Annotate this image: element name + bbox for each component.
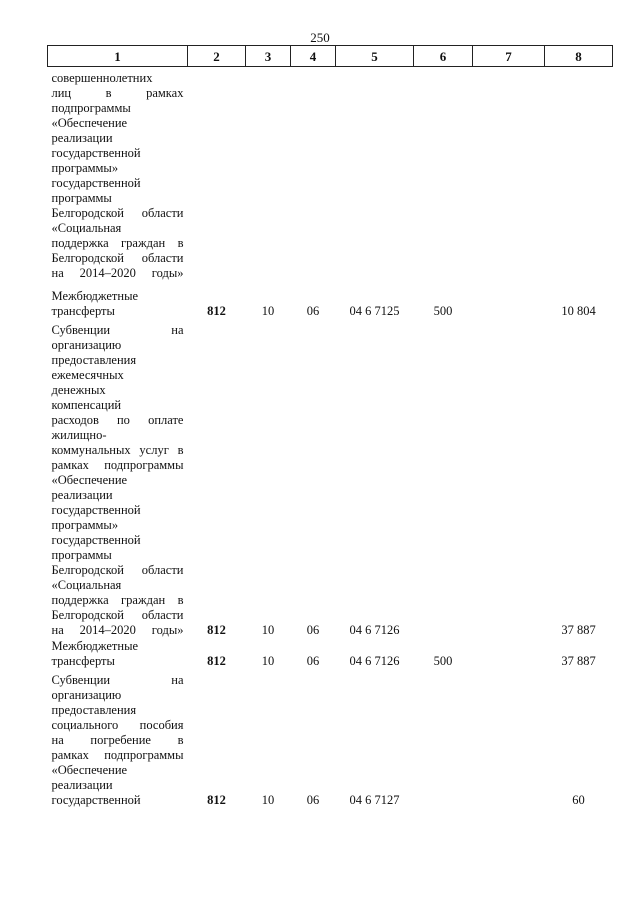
cell-col-8: 60 (572, 793, 585, 807)
description-line: Межбюджетные (51, 289, 139, 303)
column-header-5: 5 (336, 46, 414, 67)
description-line: государственной (51, 533, 141, 547)
description-line: Белгородской области (51, 608, 184, 622)
cell-col-4 (291, 67, 336, 282)
row-description (48, 319, 188, 638)
description-line: реализации (51, 488, 113, 502)
description-line: организацию (51, 688, 122, 702)
description-line: коммунальных услуг в (51, 443, 184, 457)
cell-col-3 (246, 67, 291, 282)
description-line: на 2014–2020 годы» (51, 266, 184, 280)
description-line: государственной (51, 793, 141, 807)
description-line: рамках подпрограммы (51, 748, 184, 762)
description-line: Субвенции на (51, 323, 184, 337)
column-header-6: 6 (414, 46, 473, 67)
description-line: лиц в рамках (51, 86, 184, 100)
description-line: трансферты (51, 654, 115, 668)
description-line: государственной (51, 176, 141, 190)
row-description (48, 669, 188, 808)
description-line: ежемесячных (51, 368, 124, 382)
table-row (48, 319, 613, 638)
cell-col-7 (473, 638, 545, 669)
column-header-1: 1 (48, 46, 188, 67)
cell-col-6: 500 (433, 654, 453, 668)
cell-col-2: 812 (207, 623, 226, 637)
description-line: предоставления (51, 353, 137, 367)
description-line: Белгородской области (51, 563, 184, 577)
cell-col-3: 10 (261, 623, 275, 637)
cell-col-8 (545, 67, 613, 282)
row-description (48, 638, 188, 669)
table-row (48, 669, 613, 808)
cell-col-6 (414, 669, 473, 808)
description-line: компенсаций (51, 398, 122, 412)
description-line: программы» (51, 518, 119, 532)
cell-col-4: 06 (306, 654, 320, 668)
description-line: «Обеспечение (51, 116, 128, 130)
cell-col-3: 10 (261, 304, 275, 318)
cell-col-8: 37 887 (561, 654, 596, 668)
cell-col-2 (188, 67, 246, 282)
cell-col-7 (473, 669, 545, 808)
description-line: «Социальная (51, 578, 122, 592)
row-description (48, 67, 188, 282)
column-header-8: 8 (545, 46, 613, 67)
column-header-2: 2 (188, 46, 246, 67)
cell-col-7 (473, 319, 545, 638)
description-line: расходов по оплате (51, 413, 184, 427)
cell-col-5: 04 6 7127 (349, 793, 400, 807)
cell-col-6 (414, 67, 473, 282)
description-line: «Социальная (51, 221, 122, 235)
description-line: программы» (51, 161, 119, 175)
cell-col-4: 06 (306, 623, 320, 637)
cell-col-5 (336, 67, 414, 282)
cell-col-2: 812 (207, 654, 226, 668)
description-line: поддержка граждан в (51, 593, 184, 607)
cell-col-5: 04 6 7126 (349, 623, 400, 637)
cell-col-6: 500 (433, 304, 453, 318)
cell-col-7 (473, 281, 545, 319)
description-line: Межбюджетные (51, 639, 139, 653)
description-line: социального пособия (51, 718, 184, 732)
cell-col-2: 812 (207, 304, 226, 318)
description-line: денежных (51, 383, 106, 397)
description-line: «Обеспечение (51, 763, 128, 777)
table-row (48, 67, 613, 282)
description-line: программы (51, 548, 112, 562)
description-line: на погребение в (51, 733, 184, 747)
table-row (48, 638, 613, 669)
description-line: «Обеспечение (51, 473, 128, 487)
description-line: предоставления (51, 703, 137, 717)
cell-col-5: 04 6 7126 (349, 654, 400, 668)
cell-col-3: 10 (261, 654, 275, 668)
description-line: Белгородской области (51, 251, 184, 265)
row-description (48, 281, 188, 319)
header-row (48, 46, 613, 67)
cell-col-7 (473, 67, 545, 282)
cell-col-2: 812 (207, 793, 226, 807)
description-line: Белгородской области (51, 206, 184, 220)
description-line: рамках подпрограммы (51, 458, 184, 472)
description-line: трансферты (51, 304, 115, 318)
description-line: Субвенции на (51, 673, 184, 687)
cell-col-8: 10 804 (561, 304, 596, 318)
cell-col-5: 04 6 7125 (349, 304, 400, 318)
description-line: на 2014–2020 годы» (51, 623, 184, 637)
cell-col-3: 10 (261, 793, 275, 807)
cell-col-6 (414, 319, 473, 638)
column-header-7: 7 (473, 46, 545, 67)
table-row (48, 281, 613, 319)
cell-col-8: 37 887 (561, 623, 596, 637)
description-line: реализации (51, 778, 113, 792)
cell-col-4: 06 (306, 304, 320, 318)
description-line: реализации (51, 131, 113, 145)
cell-col-4: 06 (306, 793, 320, 807)
budget-table (47, 45, 613, 808)
description-line: поддержка граждан в (51, 236, 184, 250)
description-line: государственной (51, 503, 141, 517)
column-header-4: 4 (291, 46, 336, 67)
description-line: жилищно- (51, 428, 107, 442)
page-number: 250 (310, 30, 330, 45)
description-line: совершеннолетних (51, 71, 153, 85)
column-header-3: 3 (246, 46, 291, 67)
description-line: подпрограммы (51, 101, 131, 115)
description-line: организацию (51, 338, 122, 352)
description-line: программы (51, 191, 112, 205)
description-line: государственной (51, 146, 141, 160)
